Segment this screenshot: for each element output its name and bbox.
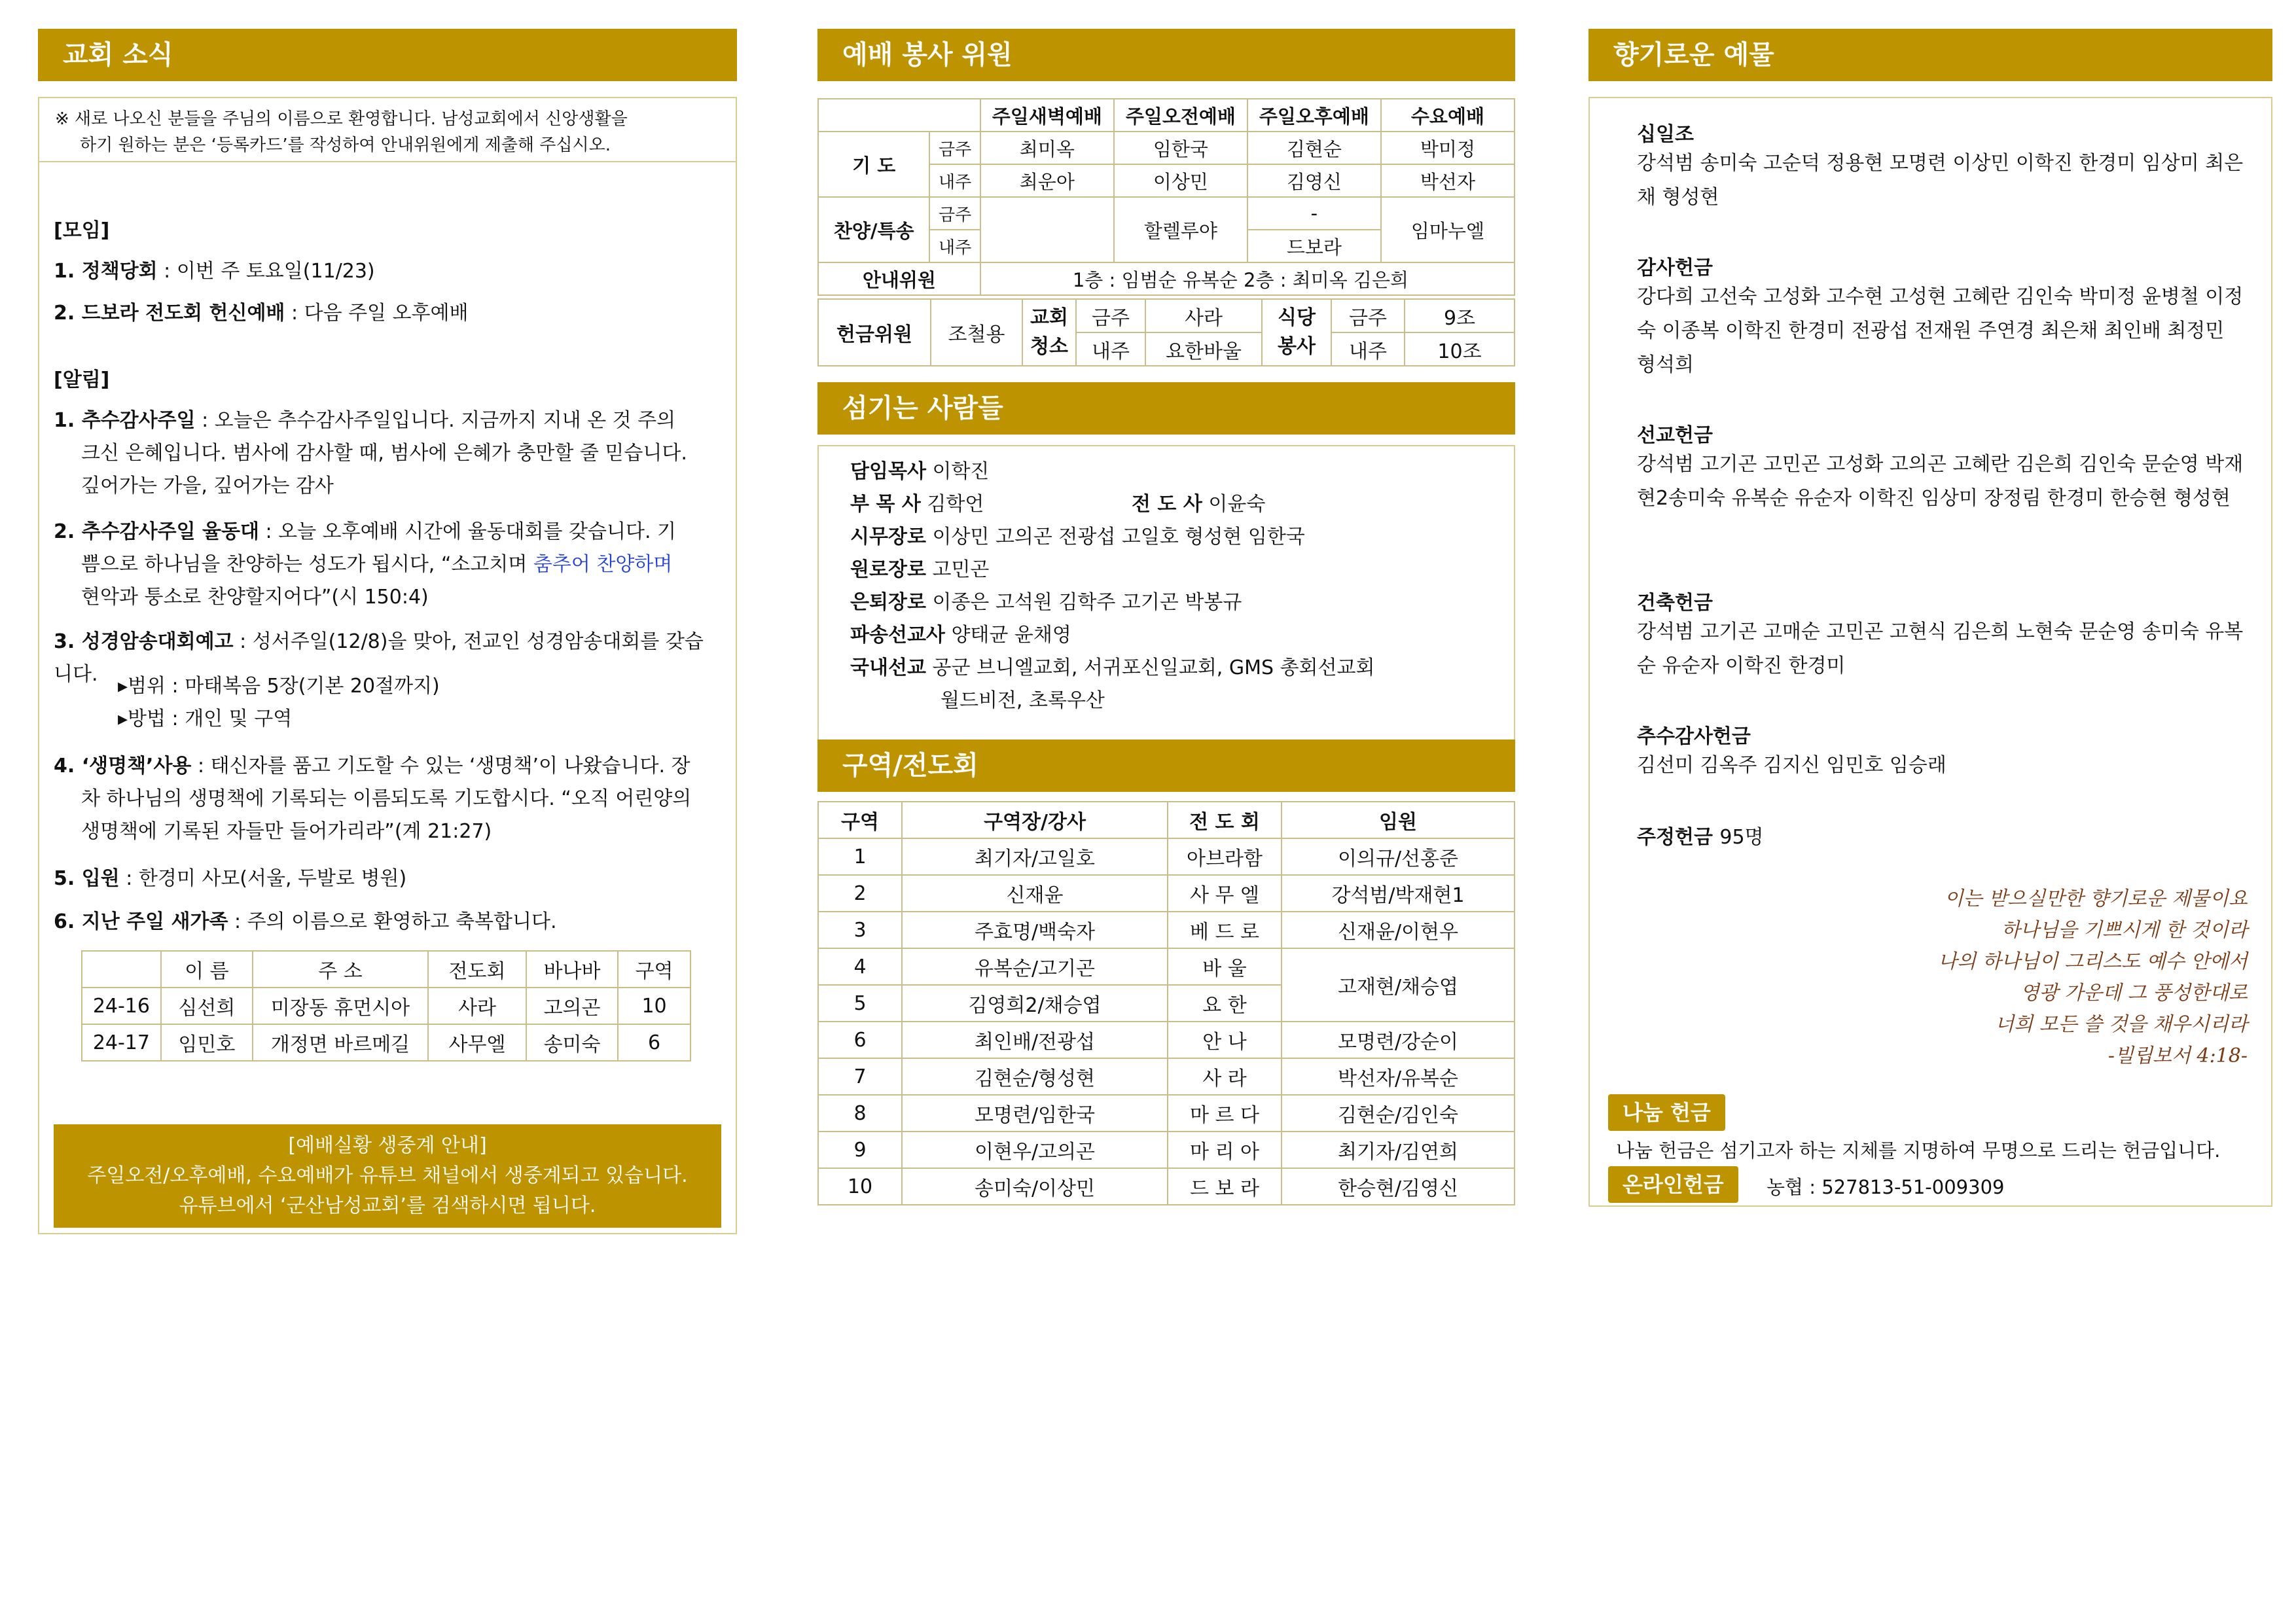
table-row: [818, 1022, 1515, 1058]
district-table: [817, 801, 1515, 1205]
verse-line-2: 하나님을 기쁘시게 한 것이라: [2001, 919, 2248, 942]
offering-column: [1588, 29, 2272, 1198]
table-cell: 8: [818, 1095, 902, 1132]
dining-label-2: 봉사: [1278, 335, 1316, 358]
notice-item-1-text-b: 크신 은혜입니다. 범사에 감사할 때, 범사에 은혜가 충만할 줄 믿습니다.: [81, 442, 687, 465]
table-cell: 고의곤: [526, 988, 618, 1024]
table-cell: 모명련/강순이: [1282, 1022, 1515, 1058]
emeritus-row: [850, 554, 989, 586]
meet-item-2-title: 2. 드보라 전도회 헌신예배: [54, 302, 285, 325]
notice-item-2-text-b1: 쁨으로 하나님을 찬양하는 성도가 됩시다, “소고치며: [81, 553, 533, 576]
mission-title: 선교헌금: [1637, 424, 1713, 447]
offering-committee-value: 조철용: [931, 299, 1022, 366]
notice-heading: [알림]: [54, 368, 110, 391]
tithe-title: 십일조: [1637, 123, 1694, 146]
evangelist-label: 전 도 사: [1132, 493, 1202, 516]
table-cell: 박미정: [1381, 132, 1515, 164]
table-cell: 김현순/김인숙: [1282, 1095, 1515, 1132]
table-cell: 아브라함: [1168, 838, 1282, 875]
thanks-title: 감사헌금: [1637, 257, 1713, 279]
assoc-pastor-row: [850, 488, 984, 521]
table-cell: 5: [818, 985, 902, 1022]
notice-item-6-title: 6. 지난 주일 새가족: [54, 910, 228, 933]
offering-header: 향기로운 예물: [1588, 29, 2272, 81]
newcomer-col-group: 전도회: [428, 951, 526, 988]
table-cell: 최인배/전광섭: [902, 1022, 1168, 1058]
live-stream-notice: [54, 1124, 721, 1228]
service-col-morning: 주일오전예배: [1114, 99, 1247, 132]
table-cell: 송미숙: [526, 1024, 618, 1061]
service-table: [817, 98, 1515, 296]
table-cell: 드보라: [1247, 230, 1381, 262]
online-offering-account: 농협 : 527813-51-009309: [1767, 1176, 2005, 1198]
newcomer-col-name: 이 름: [161, 951, 253, 988]
notice-item-2-title: 2. 추수감사주일 율동대: [54, 520, 259, 543]
retired-label: 은퇴장로: [850, 591, 926, 614]
table-cell: 임마누엘: [1381, 197, 1515, 262]
bible-verse: [1938, 883, 2248, 1072]
verse-line-5: 너희 모든 쓸 것을 채우시리라: [1995, 1013, 2248, 1036]
notice-item-3-title: 3. 성경암송대회예고: [54, 630, 234, 653]
this-week-label: 금주: [929, 197, 980, 230]
table-row: [818, 875, 1515, 912]
domestic-mission-value: 공군 브니엘교회, 서귀포신일교회, GMS 총회선교회: [932, 656, 1375, 679]
offering-committee-table: [817, 298, 1515, 366]
notice-item-3-sub: [118, 670, 721, 736]
share-offering-text: 나눔 헌금은 섬기고자 하는 지체를 지명하여 무명으로 드리는 헌금입니다.: [1616, 1139, 2221, 1162]
table-cell: 4: [818, 948, 902, 985]
dining-label: [1262, 299, 1331, 366]
table-row: [818, 299, 1515, 332]
table-cell: 한승현/김영신: [1282, 1168, 1515, 1205]
service-col-dawn: 주일새벽예배: [980, 99, 1114, 132]
notice-item-4-text-c: 생명책에 기록된 자들만 들어가리라”(계 21:27): [81, 820, 492, 843]
building-title: 건축헌금: [1637, 592, 1713, 615]
newcomer-col-district: 구역: [618, 951, 691, 988]
live-stream-title: [예배실황 생중계 안내]: [288, 1134, 487, 1157]
this-week-label: 금주: [1076, 299, 1145, 332]
welcome-notice: [38, 97, 737, 162]
notice-item-2-text-a: : 오늘 오후예배 시간에 율동대회를 갖습니다. 기: [259, 520, 677, 543]
table-row: [818, 1058, 1515, 1095]
offering-committee-label: 헌금위원: [818, 299, 931, 366]
weekly-offering-title: 주정헌금: [1637, 826, 1713, 849]
notice-line-2: 하기 원하는 분은 ‘등록카드’를 작성하여 안내위원에게 제출해 주십시오.: [80, 135, 611, 155]
table-cell: 사무엘: [428, 1024, 526, 1061]
table-cell: 이상민: [1114, 164, 1247, 197]
table-cell: 최기자/고일호: [902, 838, 1168, 875]
service-column: [817, 29, 1515, 1200]
notice-item-1-text-a: : 오늘은 추수감사주일입니다. 지금까지 지내 온 것 주의: [195, 409, 676, 432]
table-cell: 미장동 휴먼시아: [253, 988, 428, 1024]
newcomer-col-barnabas: 바나바: [526, 951, 618, 988]
district-header: 구역/전도회: [817, 740, 1515, 792]
mission-names: 강석범 고기곤 고민곤 고성화 고의곤 고혜란 김은희 김인숙 문순영 박재현2송미숙 유복순 유순자 이학진 임상미 장정림 한경미 한승현 형성현: [1637, 453, 2244, 510]
elders-row: [850, 521, 1305, 554]
choir-this-row: [818, 197, 1515, 230]
table-cell: 1: [818, 838, 902, 875]
verse-line-4: 영광 가운데 그 풍성한대로: [2020, 982, 2248, 1005]
table-cell: 사라: [428, 988, 526, 1024]
next-week-label: 내주: [929, 164, 980, 197]
notice-item-6: [54, 906, 721, 938]
table-cell: 심선희: [161, 988, 253, 1024]
newcomer-header-row: [82, 951, 691, 988]
table-row: [818, 838, 1515, 875]
pastor-row: [850, 455, 989, 488]
notice-item-3-sub-1: ▸범위 : 마태복음 5장(기본 20절까지): [118, 675, 440, 698]
next-week-label: 내주: [929, 230, 980, 262]
table-cell: 이의규/선홍준: [1282, 838, 1515, 875]
prayer-this-row: [818, 132, 1515, 164]
next-week-label: 내주: [1076, 332, 1145, 366]
pastor-label: 담임목사: [850, 460, 926, 483]
church-news-header: 교회 소식: [38, 29, 737, 81]
notice-item-1: [54, 404, 721, 503]
table-cell: 10: [818, 1168, 902, 1205]
assoc-pastor-value: 김학언: [927, 493, 984, 516]
meet-heading: [모임]: [54, 219, 110, 242]
people-box: [817, 445, 1515, 753]
table-cell: 안 나: [1168, 1022, 1282, 1058]
cleaning-label-2: 청소: [1030, 335, 1068, 358]
service-corner: [818, 99, 980, 132]
table-cell: 24-17: [82, 1024, 161, 1061]
table-cell: [980, 197, 1114, 262]
table-cell: 6: [618, 1024, 691, 1061]
cleaning-label-1: 교회: [1030, 306, 1068, 329]
domestic-mission-row: [850, 652, 1374, 685]
usher-label: 안내위원: [818, 262, 980, 295]
table-cell: 박선자: [1381, 164, 1515, 197]
newcomer-col-id: [82, 951, 161, 988]
table-cell: 김현순/형성현: [902, 1058, 1168, 1095]
table-cell: 사라: [1145, 299, 1262, 332]
table-cell: 할렐루야: [1114, 197, 1247, 262]
cleaning-label: [1022, 299, 1076, 366]
table-cell: 6: [818, 1022, 902, 1058]
missionary-value: 양태균 윤채영: [951, 624, 1071, 647]
share-offering-tag: 나눔 헌금: [1608, 1094, 1725, 1131]
news-body: [38, 161, 737, 1234]
meet-item-2-text: : 다음 주일 오후예배: [285, 302, 469, 325]
retired-row: [850, 586, 1242, 619]
emeritus-value: 고민곤: [932, 558, 990, 581]
prayer-label: 기 도: [818, 132, 929, 197]
notice-item-4-text-a: : 태신자를 품고 기도할 수 있는 ‘생명책’이 나왔습니다. 장: [191, 755, 691, 777]
table-cell: 강석범/박재현1: [1282, 875, 1515, 912]
people-header: 섬기는 사람들: [817, 382, 1515, 435]
notice-item-6-text: : 주의 이름으로 환영하고 축복합니다.: [228, 910, 557, 933]
table-cell: 바 울: [1168, 948, 1282, 985]
table-cell: 사 무 엘: [1168, 875, 1282, 912]
usher-value: 1층 : 임범순 유복순 2층 : 최미옥 김은희: [980, 262, 1515, 295]
evangelist-value: 이윤숙: [1208, 493, 1266, 516]
table-cell: 모명련/임한국: [902, 1095, 1168, 1132]
table-row: [818, 1168, 1515, 1205]
table-cell: 10조: [1405, 332, 1515, 366]
table-cell: 7: [818, 1058, 902, 1095]
table-cell: 김영희2/채승엽: [902, 985, 1168, 1022]
table-cell: 최미옥: [980, 132, 1114, 164]
district-col-group: 전 도 회: [1168, 802, 1282, 838]
table-cell: 김영신: [1247, 164, 1381, 197]
harvest-names: 김선미 김옥주 김지신 임민호 임승래: [1637, 754, 1946, 777]
retired-value: 이종은 고석원 김학주 고기곤 박봉규: [932, 591, 1242, 614]
table-cell: 요한바울: [1145, 332, 1262, 366]
notice-item-3-text: : 성서주일(12/8)을 맞아, 전교인 성경암송대회를 갖습니다.: [54, 630, 704, 686]
notice-item-2-highlight: 춤추어 찬양하며: [533, 553, 673, 576]
table-cell: 고재현/채승엽: [1282, 948, 1515, 1022]
building-names: 강석범 고기곤 고매순 고민곤 고현식 김은희 노현숙 문순영 송미숙 유복순 유순자 이학진 한경미: [1637, 620, 2244, 677]
district-col-officer: 임원: [1282, 802, 1515, 838]
dining-label-1: 식당: [1278, 306, 1316, 329]
verse-line-1: 이는 받으실만한 향기로운 제물이요: [1944, 887, 2248, 910]
emeritus-label: 원로장로: [850, 558, 926, 581]
notice-item-5-text: : 한경미 사모(서울, 두발로 병원): [119, 867, 407, 890]
table-cell: 마 르 다: [1168, 1095, 1282, 1132]
live-stream-line-3: 유튜브에서 ‘군산남성교회’를 검색하시면 됩니다.: [179, 1194, 596, 1217]
table-cell: 개정면 바르메길: [253, 1024, 428, 1061]
verse-line-3: 나의 하나님이 그리스도 예수 안에서: [1938, 950, 2248, 973]
meet-item-1: [54, 255, 721, 288]
notice-item-2-text-b: [54, 548, 721, 581]
table-row: [82, 1024, 691, 1061]
table-cell: 9: [818, 1132, 902, 1168]
notice-item-5: [54, 863, 721, 895]
elders-label: 시무장로: [850, 526, 926, 548]
table-cell: 유복순/고기곤: [902, 948, 1168, 985]
online-offering-tag: 온라인헌금: [1608, 1166, 1738, 1203]
table-row: [818, 1095, 1515, 1132]
table-cell: 임한국: [1114, 132, 1247, 164]
service-header-row: [818, 99, 1515, 132]
notice-item-4-title: 4. ‘생명책’사용: [54, 755, 192, 777]
offering-box: [1588, 97, 2272, 1207]
domestic-mission-line-2: 월드비전, 초록우산: [941, 689, 1105, 712]
notice-item-2: [54, 516, 721, 614]
table-cell: 박선자/유복순: [1282, 1058, 1515, 1095]
table-cell: 24-16: [82, 988, 161, 1024]
next-week-label: 내주: [1331, 332, 1405, 366]
table-cell: 최운아: [980, 164, 1114, 197]
table-row: [82, 988, 691, 1024]
notice-line-1: ※ 새로 나오신 분들을 주님의 이름으로 환영합니다. 남성교회에서 신앙생활을: [55, 109, 628, 129]
table-cell: 드 보 라: [1168, 1168, 1282, 1205]
table-cell: 10: [618, 988, 691, 1024]
service-col-afternoon: 주일오후예배: [1247, 99, 1381, 132]
table-cell: 2: [818, 875, 902, 912]
table-row: [818, 912, 1515, 948]
notice-item-1-text-c: 깊어가는 가을, 깊어가는 감사: [81, 474, 334, 497]
usher-row: [818, 262, 1515, 295]
choir-label: 찬양/특송: [818, 197, 929, 262]
church-news-column: [38, 29, 737, 1217]
domestic-mission-label: 국내선교: [850, 656, 926, 679]
table-cell: -: [1247, 197, 1381, 230]
elders-value: 이상민 고의곤 전광섭 고일호 형성현 임한국: [932, 526, 1305, 548]
live-stream-line-2: 주일오전/오후예배, 수요예배가 유튜브 채널에서 생중계되고 있습니다.: [87, 1164, 688, 1187]
weekly-offering-count: 95명: [1719, 826, 1764, 849]
table-cell: 김현순: [1247, 132, 1381, 164]
notice-item-4: [54, 750, 721, 848]
verse-reference: -빌립보서 4:18-: [2108, 1044, 2248, 1067]
table-row: [818, 948, 1515, 985]
evangelist-row: [1132, 488, 1265, 521]
table-cell: 신재윤: [902, 875, 1168, 912]
meet-item-2: [54, 297, 721, 330]
service-header: 예배 봉사 위원: [817, 29, 1515, 81]
meet-item-1-title: 1. 정책당회: [54, 260, 158, 283]
tithe-names: 강석범 송미숙 고순덕 정용현 모명련 이상민 이학진 한경미 임상미 최은채 형성현: [1637, 152, 2244, 209]
pastor-value: 이학진: [932, 460, 990, 483]
meet-item-1-text: : 이번 주 토요일(11/23): [157, 260, 375, 283]
table-cell: 사 라: [1168, 1058, 1282, 1095]
missionary-row: [850, 619, 1071, 652]
table-cell: 베 드 로: [1168, 912, 1282, 948]
harvest-title: 추수감사헌금: [1637, 725, 1751, 748]
table-cell: 임민호: [161, 1024, 253, 1061]
notice-item-1-title: 1. 추수감사주일: [54, 409, 196, 432]
notice-item-4-text-b: 차 하나님의 생명책에 기록되는 이름되도록 기도합시다. “오직 어린양의: [81, 787, 692, 810]
table-cell: 3: [818, 912, 902, 948]
newcomer-table: [81, 950, 691, 1061]
notice-item-3-sub-2: ▸방법 : 개인 및 구역: [118, 707, 293, 730]
district-col-leader: 구역장/강사: [902, 802, 1168, 838]
table-cell: 최기자/김연희: [1282, 1132, 1515, 1168]
table-cell: 9조: [1405, 299, 1515, 332]
table-cell: 주효명/백숙자: [902, 912, 1168, 948]
table-cell: 이현우/고의곤: [902, 1132, 1168, 1168]
table-cell: 송미숙/이상민: [902, 1168, 1168, 1205]
notice-item-5-title: 5. 입원: [54, 867, 120, 890]
newcomer-col-address: 주 소: [253, 951, 428, 988]
this-week-label: 금주: [1331, 299, 1405, 332]
district-header-row: [818, 802, 1515, 838]
table-cell: 마 리 아: [1168, 1132, 1282, 1168]
district-col-no: 구역: [818, 802, 902, 838]
service-col-wednesday: 수요예배: [1381, 99, 1515, 132]
table-cell: 요 한: [1168, 985, 1282, 1022]
thanks-names: 강다희 고선숙 고성화 고수현 고성현 고혜란 김인숙 박미정 윤병철 이정숙 이종복 이학진 한경미 전광섭 전재원 주연경 최은채 최인배 최정민 형석희: [1637, 285, 2244, 376]
table-row: [818, 1132, 1515, 1168]
table-cell: 신재윤/이현우: [1282, 912, 1515, 948]
assoc-pastor-label: 부 목 사: [850, 493, 921, 516]
weekly-offering-row: [1637, 821, 1764, 849]
missionary-label: 파송선교사: [850, 624, 945, 647]
this-week-label: 금주: [929, 132, 980, 164]
notice-item-2-text-c: 현악과 퉁소로 찬양할지어다”(시 150:4): [81, 586, 429, 609]
